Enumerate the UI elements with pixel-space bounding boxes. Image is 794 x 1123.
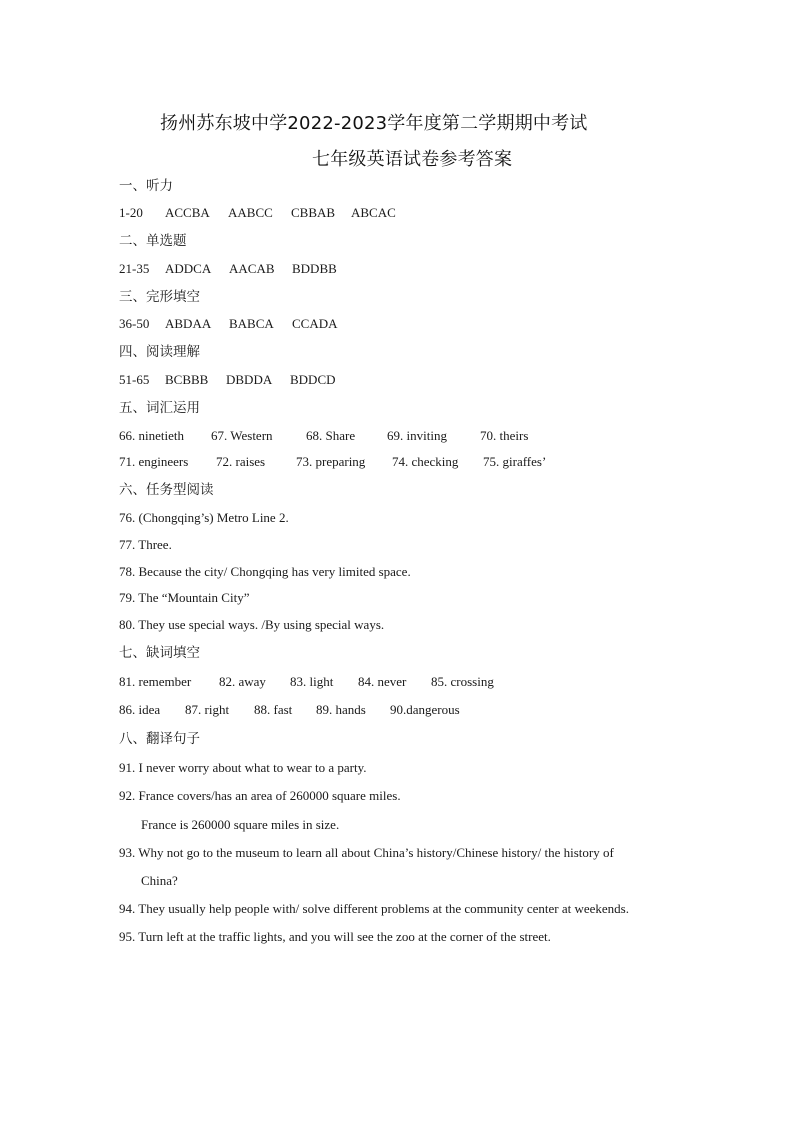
section-heading-cloze: 三、完形填空 (119, 289, 200, 305)
answer-item: 70. theirs (480, 428, 529, 443)
document-subtitle: 七年级英语试卷参考答案 (312, 149, 513, 170)
answer-line: 77. Three. (119, 537, 172, 552)
answer-item: 85. crossing (431, 674, 494, 689)
answer-item: 87. right (185, 702, 230, 717)
answer-group: BABCA (229, 316, 274, 331)
answer-group: AABCC (228, 205, 273, 220)
answer-group: ADDCA (165, 261, 212, 276)
answer-line: 80. They use special ways. /By using special ways. (119, 617, 385, 632)
answer-group: AACAB (229, 261, 275, 276)
answer-item: 88. fast (254, 702, 293, 717)
answer-line: 78. Because the city/ Chongqing has very limited space. (119, 564, 411, 579)
question-range: 21-35 (119, 261, 150, 276)
answer-item: 86. idea (119, 702, 161, 717)
answer-item: 74. checking (392, 454, 459, 469)
question-range: 51-65 (119, 372, 150, 387)
answer-item: 75. giraffes’ (483, 454, 547, 469)
section-heading-translation: 八、翻译句子 (119, 731, 200, 747)
answer-item: 68. Share (306, 428, 356, 443)
question-range: 1-20 (119, 205, 143, 220)
answer-group: ACCBA (165, 205, 210, 220)
answer-item: 69. inviting (387, 428, 447, 443)
section-heading-task-reading: 六、任务型阅读 (119, 482, 214, 498)
answer-line: 76. (Chongqing’s) Metro Line 2. (119, 510, 289, 525)
answer-line-continuation: China? (141, 873, 178, 888)
question-range: 36-50 (119, 316, 150, 331)
answer-item: 89. hands (316, 702, 366, 717)
answer-item: 84. never (358, 674, 407, 689)
answer-item: 67. Western (211, 428, 273, 443)
answer-line: 94. They usually help people with/ solve different problems at the community center at weekends. (119, 901, 629, 916)
answer-line: 95. Turn left at the traffic lights, and you will see the zoo at the corner of the street. (119, 929, 551, 944)
answer-item: 81. remember (119, 674, 192, 689)
answer-group: DBDDA (226, 372, 273, 387)
answer-item: 82. away (219, 674, 266, 689)
section-heading-reading: 四、阅读理解 (119, 344, 200, 360)
answer-item: 66. ninetieth (119, 428, 184, 443)
answer-group: BDDBB (292, 261, 337, 276)
answer-item: 90.dangerous (390, 702, 460, 717)
answer-item: 71. engineers (119, 454, 189, 469)
answer-item: 73. preparing (296, 454, 366, 469)
section-heading-fill-blanks: 七、缺词填空 (119, 645, 200, 661)
answer-line: 79. The “Mountain City” (119, 590, 250, 605)
answer-item: 83. light (290, 674, 334, 689)
answer-line: 91. I never worry about what to wear to a party. (119, 760, 367, 775)
answer-group: BCBBB (165, 372, 209, 387)
answer-group: ABDAA (165, 316, 212, 331)
answer-group: CBBAB (291, 205, 336, 220)
section-heading-listening: 一、听力 (119, 178, 173, 194)
answer-line: 92. France covers/has an area of 260000 square miles. (119, 788, 401, 803)
document-title: 扬州苏东坡中学2022-2023学年度第二学期期中考试 (160, 113, 588, 134)
answer-line-alternate: France is 260000 square miles in size. (141, 817, 340, 832)
section-heading-single-choice: 二、单选题 (119, 233, 187, 249)
section-heading-vocabulary: 五、词汇运用 (119, 400, 200, 416)
answer-group: CCADA (292, 316, 338, 331)
answer-item: 72. raises (216, 454, 266, 469)
answer-group: BDDCD (290, 372, 336, 387)
answer-group: ABCAC (351, 205, 396, 220)
answer-line: 93. Why not go to the museum to learn all about China’s history/Chinese history/ the history of (119, 845, 614, 860)
